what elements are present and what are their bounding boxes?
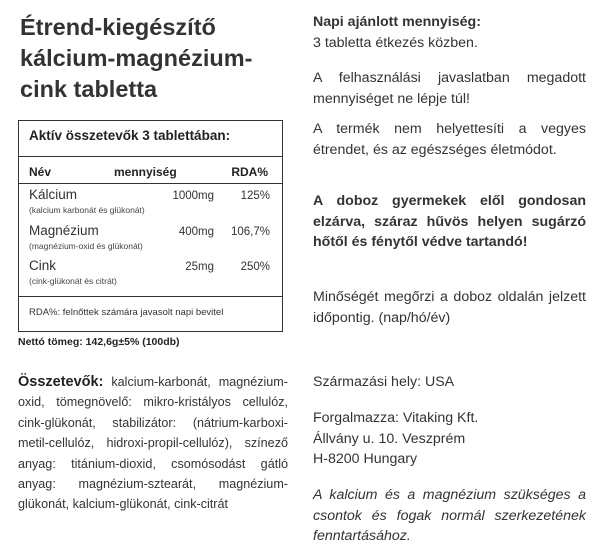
distributor <box>313 408 586 470</box>
title-line: Étrend-kiegészítő <box>20 14 216 40</box>
ingredient-name: Kálcium <box>29 187 78 202</box>
col-header-amount: mennyiség <box>114 165 177 179</box>
ingredient-name: Cink <box>29 258 57 273</box>
substitute-notice: A termék nem helyettesíti a vegyes étrendet, és az egészséges életmódot. <box>313 121 586 158</box>
box-divider <box>19 156 282 157</box>
ingredient-sub: (magnézium-oxid és glükonát) <box>29 241 143 251</box>
box-divider <box>19 296 282 297</box>
ingredient-amount: 1000mg <box>172 190 214 202</box>
ingredient-rda: 250% <box>240 261 270 273</box>
ingredient-rda: 125% <box>240 190 270 202</box>
ingredients-text: kalcium-karbonát, magnézium-oxid, tömegnövelő: mikro-kristályos cellulóz, cink-glükonát, stabilizátor: (nátrium-karboxi-metil-cellulóz, hidroxi-propil-cellulóz), színező anyag: titánium-dioxid, csomósodást gátló anyag: magnézium-sztearát, magnézium-glükonát, kalcium-glükonát, cink-citrát <box>18 375 288 512</box>
col-header-rda: RDA% <box>231 165 268 179</box>
ingredient-rda: 106,7% <box>230 226 270 238</box>
dosage-warning: A felhasználási javaslatban megadott mennyiséget ne lépje túl! <box>313 70 586 107</box>
box-divider <box>19 183 282 184</box>
product-title <box>20 12 290 105</box>
rda-note: RDA%: felnőttek számára javasolt napi bevitel <box>29 307 224 318</box>
col-header-name: Név <box>29 165 52 179</box>
ingredients-label: Összetevők: <box>18 374 104 390</box>
health-claim: A kalcium és a magnézium szükséges a csontok és fogak normál szerkezetének fenntartásához. <box>313 487 586 544</box>
distributor-line: H-8200 Hungary <box>313 451 418 467</box>
daily-dose-label: Napi ajánlott mennyiség: <box>313 14 481 30</box>
ingredient-amount: 400mg <box>178 226 214 238</box>
storage-notice: A doboz gyermekek elől gondosan elzárva, száraz hűvös helyen sugárzó hőtől és fénytől védve tartandó! <box>313 193 586 250</box>
ingredient-amount: 25mg <box>185 261 214 273</box>
best-before: Minőségét megőrzi a doboz oldalán jelzett időpontig. (nap/hó/év) <box>313 289 586 326</box>
title-line: cink tabletta <box>20 76 158 102</box>
net-weight: Nettó tömeg: 142,6g±5% (100db) <box>18 336 180 348</box>
ingredient-sub: (kalcium karbonát és glükonát) <box>29 205 145 215</box>
active-ingredients-box <box>18 120 283 332</box>
title-line: kálcium-magnézium- <box>20 45 253 71</box>
daily-dose: 3 tabletta étkezés közben. <box>313 35 478 51</box>
origin: Származási hely: USA <box>313 374 455 390</box>
ingredients-paragraph <box>18 372 288 515</box>
distributor-line: Forgalmazza: Vitaking Kft. <box>313 410 479 426</box>
distributor-line: Állvány u. 10. Veszprém <box>313 430 466 447</box>
ingredient-sub: (cink-glükonát és citrát) <box>29 276 117 286</box>
ingredient-name: Magnézium <box>29 223 99 238</box>
box-heading: Aktív összetevők 3 tablettában: <box>29 128 231 143</box>
